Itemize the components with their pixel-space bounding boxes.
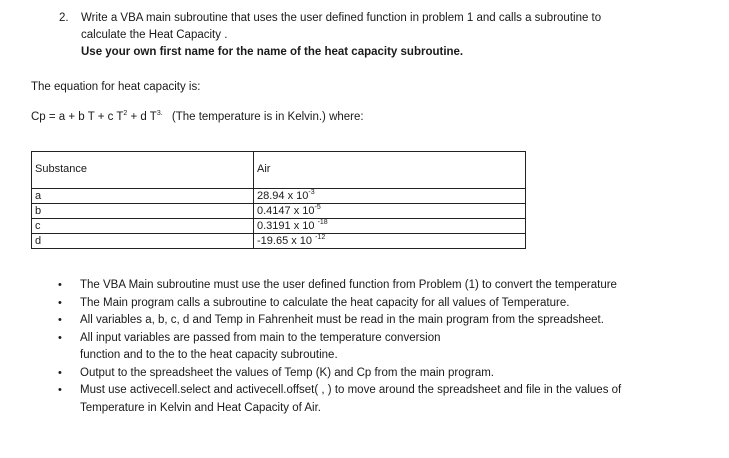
value-mantissa: 0.3191 x 10	[257, 220, 318, 232]
row-value	[254, 234, 526, 249]
bullet-icon: •	[58, 366, 62, 379]
question-line-3: Use your own first name for the name of the heat capacity subroutine.	[81, 46, 464, 58]
list-item-text: All variables a, b, c, d and Temp in Fahrenheit must be read in the main program from the spreadsheet.	[80, 314, 604, 326]
list-item	[56, 312, 716, 330]
value-mantissa: 0.4147 x 10	[257, 205, 315, 217]
list-item-text: All input variables are passed from main to the temperature conversion function and to the to the heat capacity subroutine.	[80, 331, 441, 361]
value-exponent: -5	[314, 204, 321, 211]
list-item	[56, 365, 716, 383]
table-header-row	[32, 152, 526, 189]
bullet-icon: •	[58, 331, 62, 344]
value-exponent: -18	[317, 219, 328, 226]
question-number: 2.	[59, 12, 69, 24]
row-value	[254, 219, 526, 234]
value-mantissa: 28.94 x 10	[257, 190, 309, 202]
value-exponent: -12	[315, 234, 326, 241]
list-item	[56, 277, 716, 295]
value-exponent: -3	[308, 189, 315, 196]
list-item	[56, 295, 716, 313]
list-item	[56, 330, 716, 365]
list-item-text: Output to the spreadsheet the values of Temp (K) and Cp from the main program.	[80, 366, 495, 379]
header-substance: Substance	[32, 152, 254, 189]
equation-mid: + d T	[127, 111, 157, 123]
equation-lhs: Cp = a + b T + c T	[31, 111, 124, 123]
row-label: d	[32, 234, 254, 249]
table-row	[32, 204, 526, 219]
list-item-text: The Main program calls a subroutine to calculate the heat capacity for all values of Temperature.	[80, 296, 570, 309]
substance-table	[31, 151, 526, 249]
row-value	[254, 204, 526, 219]
equation-intro: The equation for heat capacity is:	[31, 81, 201, 93]
table-row	[32, 189, 526, 204]
requirements-list	[56, 277, 716, 417]
header-air: Air	[254, 152, 526, 189]
equation-exponent-2: 2	[123, 110, 128, 117]
list-item-text: Must use activecell.select and activecell.offset( , ) to move around the spreadsheet and file in the values of Temperature in Kelvin and Heat Capacity of Air.	[80, 384, 622, 414]
row-label: a	[32, 189, 254, 204]
equation	[31, 111, 364, 123]
row-label: c	[32, 219, 254, 234]
equation-note: (The temperature is in Kelvin.) where:	[171, 111, 364, 123]
equation-exponent-3: 3.	[156, 110, 163, 117]
value-mantissa: -19.65 x 10	[257, 235, 316, 247]
list-item-text: The VBA Main subroutine must use the user defined function from Problem (1) to convert the temperature	[80, 279, 617, 291]
question-line-1: Write a VBA main subroutine that uses the user defined function in problem 1 and calls a subroutine to	[81, 12, 602, 24]
table-row	[32, 219, 526, 234]
question-line-2: calculate the Heat Capacity .	[81, 29, 228, 41]
row-label: b	[32, 204, 254, 219]
row-value	[254, 189, 526, 204]
bullet-icon: •	[58, 296, 62, 309]
list-item	[56, 382, 716, 417]
table-row	[32, 234, 526, 249]
bullet-icon: •	[58, 384, 62, 396]
bullet-icon: •	[58, 314, 62, 326]
bullet-icon: •	[58, 279, 62, 291]
